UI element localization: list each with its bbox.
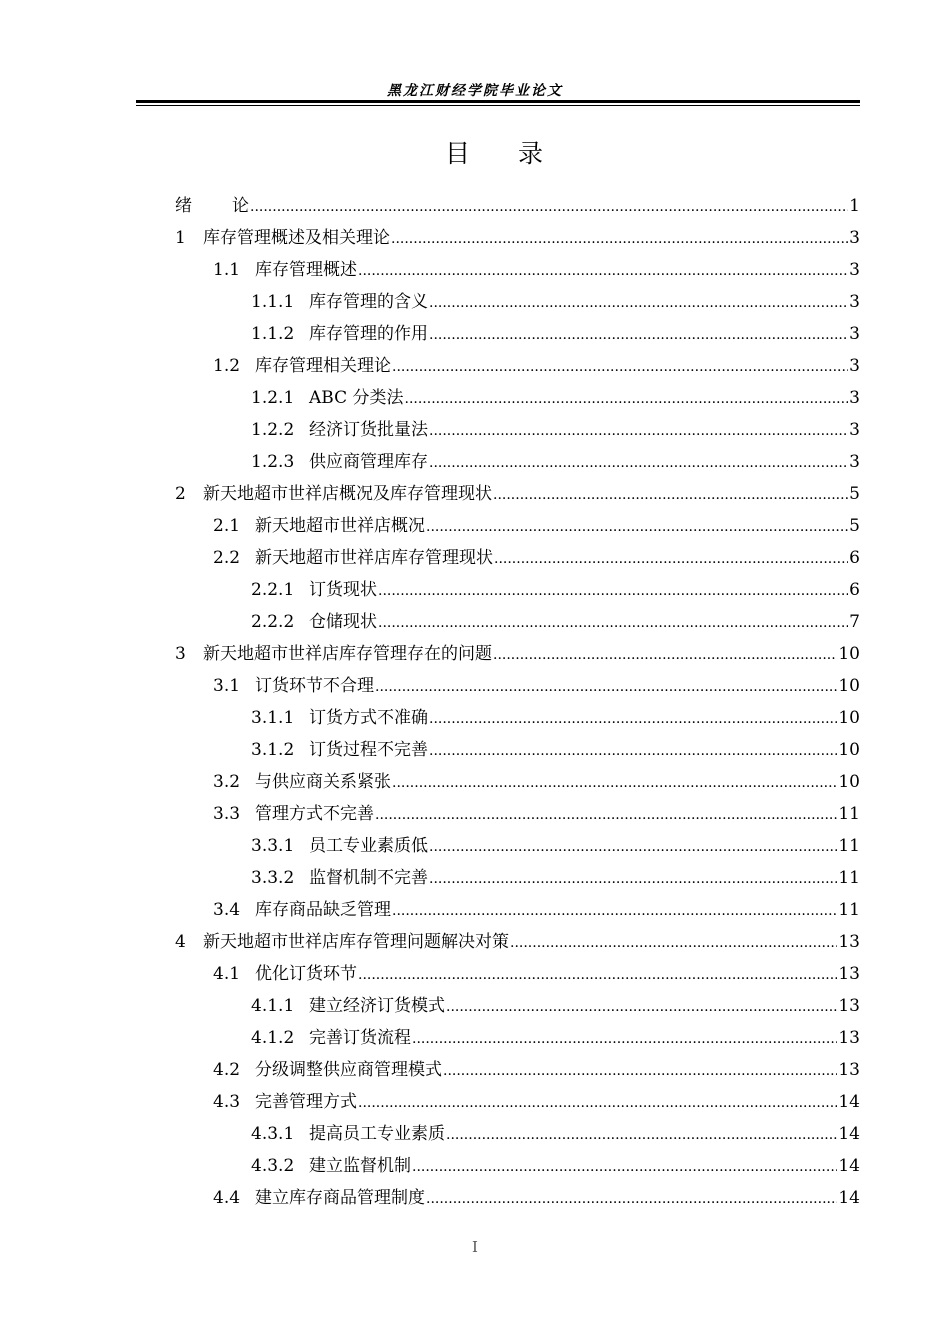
toc-entry-number: 4.3.1 bbox=[251, 1124, 295, 1144]
toc-entry[interactable] bbox=[175, 222, 860, 254]
toc-dot-leader bbox=[250, 191, 848, 223]
toc-dot-leader bbox=[429, 447, 848, 479]
toc-entry[interactable] bbox=[175, 606, 860, 638]
toc-entry-number: 4.3 bbox=[213, 1092, 241, 1112]
toc-entry-label: 库存管理相关理论 bbox=[255, 356, 391, 376]
toc-dot-leader bbox=[358, 255, 848, 287]
toc-entry-page: 3 bbox=[849, 260, 860, 280]
toc-entry-number: 2.1 bbox=[213, 516, 241, 536]
toc-entry-label: 经济订货批量法 bbox=[309, 420, 428, 440]
toc-entry-number: 4.2 bbox=[213, 1060, 241, 1080]
toc-entry-number: 4.3.2 bbox=[251, 1156, 295, 1176]
toc-entry-label: 订货过程不完善 bbox=[309, 740, 428, 760]
toc-entry-label: 新天地超市世祥店库存管理现状 bbox=[255, 548, 493, 568]
toc-entry-page: 3 bbox=[849, 228, 860, 248]
toc-entry[interactable] bbox=[175, 478, 860, 510]
toc-dot-leader bbox=[494, 543, 848, 575]
toc-entry-label: 库存管理概述及相关理论 bbox=[203, 228, 390, 248]
toc-entry-page: 6 bbox=[849, 580, 860, 600]
toc-entry-page: 3 bbox=[849, 324, 860, 344]
toc-entry[interactable] bbox=[175, 318, 860, 350]
toc-dot-leader bbox=[446, 1119, 837, 1151]
toc-entry[interactable] bbox=[175, 862, 860, 894]
toc-entry-page: 13 bbox=[838, 964, 860, 984]
toc-entry-number: 3.1 bbox=[213, 676, 241, 696]
toc-entry[interactable] bbox=[175, 734, 860, 766]
toc-dot-leader bbox=[392, 351, 848, 383]
toc-entry-label: 新天地超市世祥店概况 bbox=[255, 516, 425, 536]
toc-entry-label: 供应商管理库存 bbox=[309, 452, 428, 472]
header-rule-thin bbox=[136, 105, 860, 106]
page-number: I bbox=[472, 1238, 478, 1256]
toc-entry-page: 13 bbox=[838, 996, 860, 1016]
toc-entry-page: 11 bbox=[838, 868, 860, 888]
toc-entry-label: 建立经济订货模式 bbox=[309, 996, 445, 1016]
toc-entry-page: 6 bbox=[849, 548, 860, 568]
toc-entry-label: 建立库存商品管理制度 bbox=[255, 1188, 425, 1208]
toc-entry-label: 分级调整供应商管理模式 bbox=[255, 1060, 442, 1080]
toc-dot-leader bbox=[375, 799, 837, 831]
toc-entry[interactable] bbox=[175, 1022, 860, 1054]
toc-entry-number: 2.2.2 bbox=[251, 612, 295, 632]
toc-entry[interactable] bbox=[175, 254, 860, 286]
toc-dot-leader bbox=[392, 767, 837, 799]
toc-dot-leader bbox=[378, 575, 848, 607]
toc-entry[interactable] bbox=[175, 1182, 860, 1214]
toc-entry-label: 绪论 bbox=[175, 196, 289, 216]
toc-dot-leader bbox=[358, 959, 837, 991]
toc-entry-page: 5 bbox=[849, 484, 860, 504]
toc-entry-page: 7 bbox=[849, 612, 860, 632]
toc-entry-label: 管理方式不完善 bbox=[255, 804, 374, 824]
toc-entry[interactable] bbox=[175, 414, 860, 446]
toc-entry-number: 4.1 bbox=[213, 964, 241, 984]
toc-entry[interactable] bbox=[175, 798, 860, 830]
toc-dot-leader bbox=[426, 511, 848, 543]
toc-entry-page: 11 bbox=[838, 804, 860, 824]
toc-dot-leader bbox=[426, 1183, 837, 1215]
toc-dot-leader bbox=[429, 287, 848, 319]
toc-dot-leader bbox=[412, 1023, 837, 1055]
toc-entry-number: 1.2.2 bbox=[251, 420, 295, 440]
toc-dot-leader bbox=[429, 863, 837, 895]
toc-entry-number: 4.4 bbox=[213, 1188, 241, 1208]
toc-entry-label: 与供应商关系紧张 bbox=[255, 772, 391, 792]
toc-entry-label: 库存商品缺乏管理 bbox=[255, 900, 391, 920]
toc-dot-leader bbox=[446, 991, 837, 1023]
toc-entry-label: 完善管理方式 bbox=[255, 1092, 357, 1112]
toc-entry[interactable] bbox=[175, 702, 860, 734]
toc-entry-page: 14 bbox=[838, 1124, 860, 1144]
toc-entry-page: 14 bbox=[838, 1156, 860, 1176]
toc-entry-number: 2.2.1 bbox=[251, 580, 295, 600]
toc-dot-leader bbox=[405, 383, 849, 415]
toc-entry[interactable] bbox=[175, 286, 860, 318]
toc-entry-number: 3.1.1 bbox=[251, 708, 295, 728]
toc-entry-label: 监督机制不完善 bbox=[309, 868, 428, 888]
toc-entry[interactable] bbox=[175, 894, 860, 926]
toc-entry-page: 3 bbox=[849, 420, 860, 440]
toc-entry-page: 10 bbox=[838, 772, 860, 792]
toc-entry-number: 4.1.2 bbox=[251, 1028, 295, 1048]
running-header-title: 黑龙江财经学院毕业论文 bbox=[387, 83, 563, 99]
toc-entry-page: 13 bbox=[838, 1028, 860, 1048]
toc-entry-number: 4 bbox=[175, 932, 186, 952]
toc-dot-leader bbox=[391, 223, 848, 255]
toc-entry-label: 订货现状 bbox=[309, 580, 377, 600]
toc-dot-leader bbox=[375, 671, 837, 703]
toc-entry[interactable] bbox=[175, 926, 860, 958]
toc-entry-label: 订货环节不合理 bbox=[255, 676, 374, 696]
toc-entry-number: 3.3 bbox=[213, 804, 241, 824]
toc-entry-page: 14 bbox=[838, 1188, 860, 1208]
toc-entry-number: 1.2.1 bbox=[251, 388, 295, 408]
toc-entry-label: 新天地超市世祥店概况及库存管理现状 bbox=[203, 484, 492, 504]
toc-dot-leader bbox=[493, 479, 848, 511]
toc-entry[interactable] bbox=[175, 958, 860, 990]
toc-heading: 目录 bbox=[444, 139, 591, 168]
toc-entry-page: 10 bbox=[838, 740, 860, 760]
toc-entry-label: 新天地超市世祥店库存管理问题解决对策 bbox=[203, 932, 509, 952]
toc-dot-leader bbox=[443, 1055, 837, 1087]
toc-entry-number: 2.2 bbox=[213, 548, 241, 568]
toc-entry-number: 1.2 bbox=[213, 356, 241, 376]
toc-entry-label: 新天地超市世祥店库存管理存在的问题 bbox=[203, 644, 492, 664]
toc-entry-label: 员工专业素质低 bbox=[309, 836, 428, 856]
toc-entry-number: 1.2.3 bbox=[251, 452, 295, 472]
toc-entry-page: 11 bbox=[838, 836, 860, 856]
toc-entry-page: 3 bbox=[849, 452, 860, 472]
toc-dot-leader bbox=[429, 703, 837, 735]
toc-entry-number: 1.1.2 bbox=[251, 324, 295, 344]
toc-entry[interactable] bbox=[175, 382, 860, 414]
toc-entry[interactable] bbox=[175, 446, 860, 478]
toc-entry-page: 1 bbox=[849, 196, 860, 216]
toc-entry-number: 3.1.2 bbox=[251, 740, 295, 760]
toc-entry-page: 3 bbox=[849, 356, 860, 376]
toc-entry-number: 1 bbox=[175, 228, 186, 248]
toc-dot-leader bbox=[429, 735, 837, 767]
toc-dot-leader bbox=[358, 1087, 837, 1119]
toc-entry-label: 库存管理概述 bbox=[255, 260, 357, 280]
toc-dot-leader bbox=[510, 927, 837, 959]
toc-entry-page: 5 bbox=[849, 516, 860, 536]
toc-entry-number: 3.2 bbox=[213, 772, 241, 792]
table-of-contents bbox=[175, 190, 860, 1214]
toc-entry-page: 11 bbox=[838, 900, 860, 920]
toc-entry-page: 14 bbox=[838, 1092, 860, 1112]
toc-entry-page: 10 bbox=[838, 708, 860, 728]
toc-entry[interactable] bbox=[175, 638, 860, 670]
toc-entry-label: 订货方式不准确 bbox=[309, 708, 428, 728]
toc-entry-label: 提高员工专业素质 bbox=[309, 1124, 445, 1144]
toc-entry-label: 库存管理的含义 bbox=[309, 292, 428, 312]
toc-dot-leader bbox=[429, 831, 837, 863]
toc-entry-label: 仓储现状 bbox=[309, 612, 377, 632]
toc-entry[interactable] bbox=[175, 766, 860, 798]
toc-entry[interactable] bbox=[175, 190, 860, 222]
toc-dot-leader bbox=[412, 1151, 837, 1183]
toc-entry[interactable] bbox=[175, 670, 860, 702]
toc-entry-page: 3 bbox=[849, 292, 860, 312]
toc-entry-page: 10 bbox=[838, 676, 860, 696]
toc-entry[interactable] bbox=[175, 1150, 860, 1182]
header-rule-thick bbox=[136, 100, 860, 103]
toc-entry-number: 1.1.1 bbox=[251, 292, 295, 312]
toc-entry-label: 优化订货环节 bbox=[255, 964, 357, 984]
toc-entry[interactable] bbox=[175, 990, 860, 1022]
toc-entry[interactable] bbox=[175, 1086, 860, 1118]
toc-entry-page: 13 bbox=[838, 1060, 860, 1080]
toc-dot-leader bbox=[429, 319, 848, 351]
toc-entry[interactable] bbox=[175, 510, 860, 542]
toc-dot-leader bbox=[392, 895, 837, 927]
toc-entry[interactable] bbox=[175, 542, 860, 574]
toc-entry[interactable] bbox=[175, 1054, 860, 1086]
toc-entry[interactable] bbox=[175, 574, 860, 606]
toc-entry-number: 3 bbox=[175, 644, 186, 664]
toc-entry-page: 3 bbox=[849, 388, 860, 408]
toc-entry-number: 1.1 bbox=[213, 260, 241, 280]
toc-entry-page: 13 bbox=[838, 932, 860, 952]
toc-entry-page: 10 bbox=[838, 644, 860, 664]
toc-dot-leader bbox=[493, 639, 837, 671]
toc-entry-label: ABC 分类法 bbox=[309, 388, 404, 408]
toc-entry-number: 3.3.2 bbox=[251, 868, 295, 888]
toc-entry-number: 3.3.1 bbox=[251, 836, 295, 856]
toc-entry-number: 3.4 bbox=[213, 900, 241, 920]
toc-entry[interactable] bbox=[175, 350, 860, 382]
toc-entry-label: 库存管理的作用 bbox=[309, 324, 428, 344]
toc-entry[interactable] bbox=[175, 1118, 860, 1150]
toc-entry-label: 完善订货流程 bbox=[309, 1028, 411, 1048]
toc-entry[interactable] bbox=[175, 830, 860, 862]
toc-entry-number: 2 bbox=[175, 484, 186, 504]
toc-dot-leader bbox=[429, 415, 848, 447]
toc-entry-number: 4.1.1 bbox=[251, 996, 295, 1016]
toc-entry-label: 建立监督机制 bbox=[309, 1156, 411, 1176]
toc-dot-leader bbox=[378, 607, 848, 639]
